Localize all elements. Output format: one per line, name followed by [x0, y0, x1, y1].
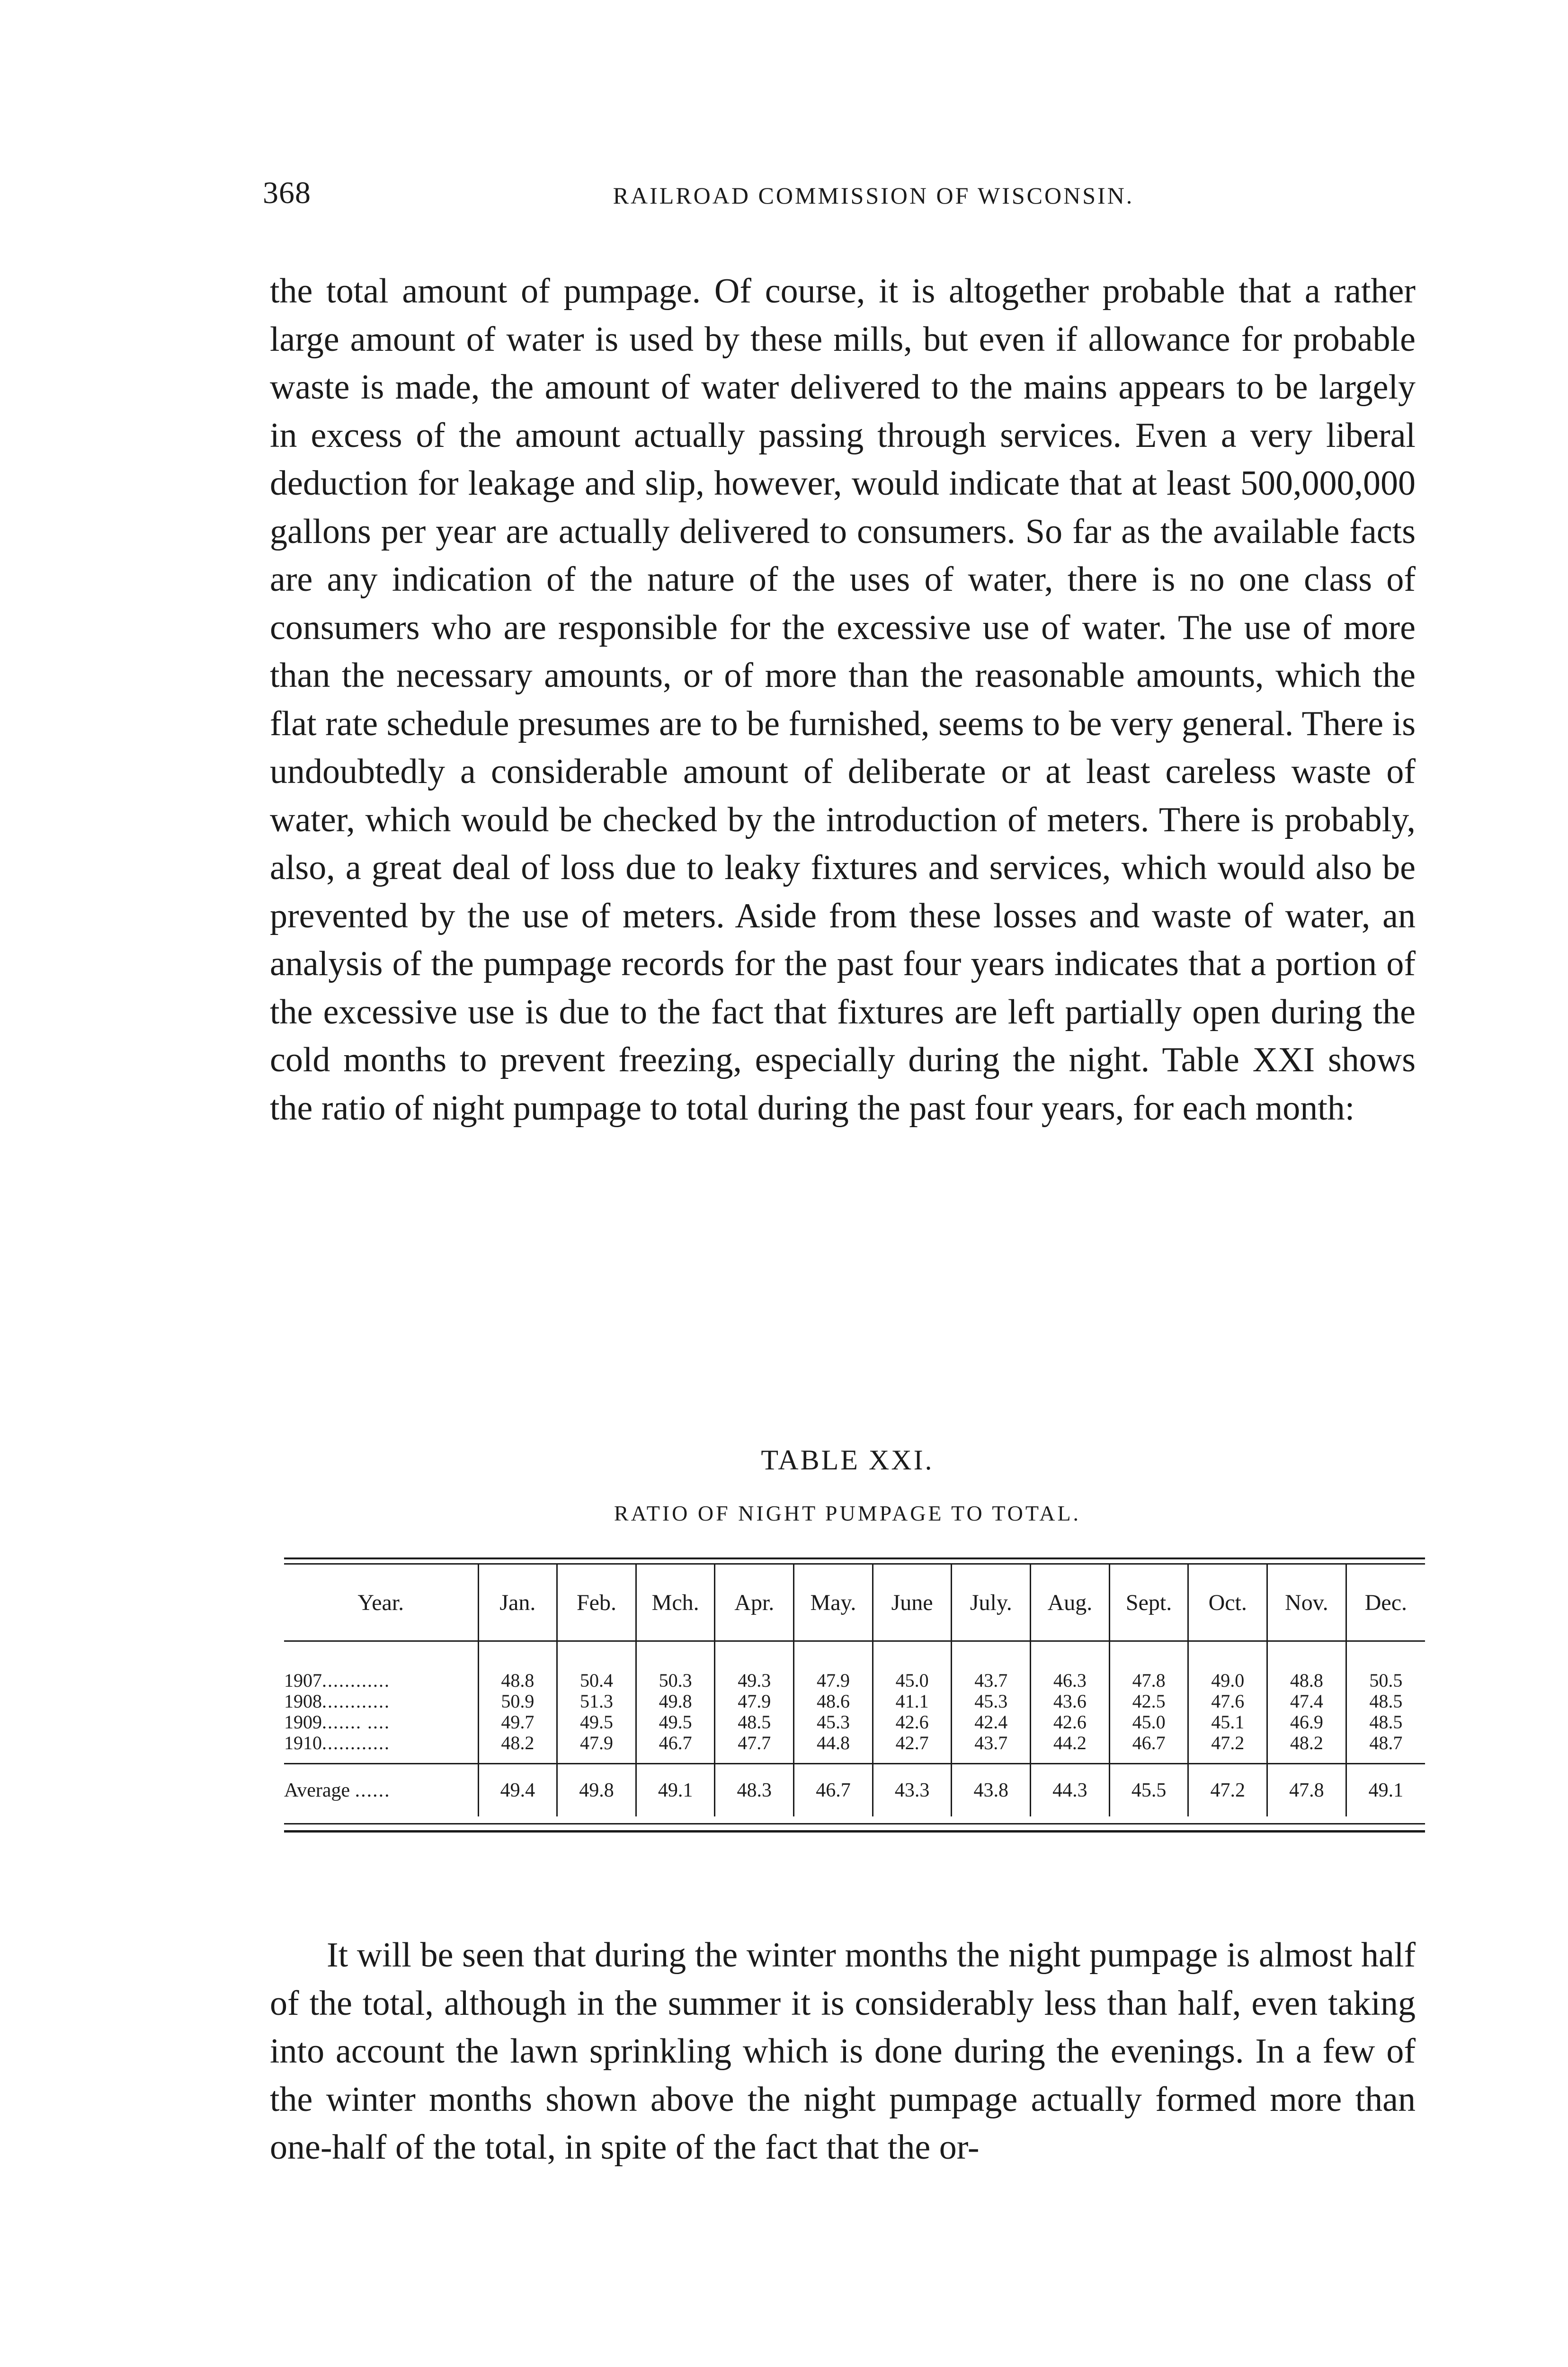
paragraph-2: It will be seen that during the winter months the night pumpage is almost half of the total, although in the summer it is considerably less than half, even taking into account the lawn sprinkling which is done during the evenings. In a few of the winter months shown above the night pumpage actually formed more than one-half of the total, in spite of the fact that the or-	[270, 1936, 1416, 2167]
table-cell: 50.5	[1369, 1670, 1403, 1691]
table-cell: 42.6	[895, 1711, 929, 1733]
table-cell: 48.5	[1369, 1711, 1403, 1733]
table-cell: 43.7	[974, 1670, 1008, 1691]
table-cell: 49.5	[579, 1711, 613, 1733]
year-label-cell	[284, 1670, 478, 1764]
month-values-cell	[1267, 1670, 1346, 1764]
table-cell: 44.2	[1053, 1732, 1087, 1753]
month-values-cell	[478, 1670, 557, 1764]
table-cell: 45.0	[1132, 1711, 1166, 1733]
average-cell: 49.1	[636, 1764, 715, 1817]
table-cell: 49.8	[659, 1691, 692, 1712]
ratio-table	[284, 1565, 1425, 1816]
table-cell: 47.7	[738, 1732, 771, 1753]
table-title: TABLE XXI.	[761, 1444, 934, 1476]
table-cell: 51.3	[579, 1691, 613, 1712]
average-label: Average ......	[284, 1764, 478, 1817]
table-cell: 47.9	[816, 1670, 850, 1691]
month-values-cell	[557, 1670, 636, 1764]
year-label: 1907............	[284, 1670, 390, 1691]
table-cell: 47.8	[1132, 1670, 1166, 1691]
column-header-month: Sept.	[1109, 1565, 1188, 1641]
average-cell: 49.8	[557, 1764, 636, 1817]
average-row	[284, 1764, 1425, 1817]
table-xxi	[284, 1557, 1425, 1833]
table-cell: 42.6	[1053, 1711, 1087, 1733]
average-cell: 46.7	[794, 1764, 873, 1817]
month-values-cell	[636, 1670, 715, 1764]
table-cell: 49.7	[501, 1711, 535, 1733]
average-cell: 49.1	[1346, 1764, 1425, 1817]
table-cell: 50.3	[659, 1670, 692, 1691]
table-cell: 44.8	[816, 1732, 850, 1753]
table-cell: 42.4	[974, 1711, 1008, 1733]
average-cell: 43.8	[952, 1764, 1031, 1817]
table-cell: 42.5	[1132, 1691, 1166, 1712]
month-values-cell	[952, 1670, 1031, 1764]
table-cell: 50.4	[579, 1670, 613, 1691]
table-cell: 45.1	[1211, 1711, 1245, 1733]
table-cell: 49.0	[1211, 1670, 1245, 1691]
average-cell: 48.3	[715, 1764, 794, 1817]
column-header-month: Oct.	[1188, 1565, 1267, 1641]
table-cell: 41.1	[895, 1691, 929, 1712]
table-cell: 47.6	[1211, 1691, 1245, 1712]
month-values-cell	[873, 1670, 952, 1764]
column-header-month: Apr.	[715, 1565, 794, 1641]
average-cell: 43.3	[873, 1764, 952, 1817]
average-cell: 45.5	[1109, 1764, 1188, 1817]
table-cell: 49.3	[738, 1670, 771, 1691]
running-head: RAILROAD COMMISSION OF WISCONSIN.	[613, 182, 1134, 209]
average-cell: 47.2	[1188, 1764, 1267, 1817]
table-cell: 48.7	[1369, 1732, 1403, 1753]
column-header-month: Nov.	[1267, 1565, 1346, 1641]
table-cell: 43.7	[974, 1732, 1008, 1753]
table-bottom-rule	[284, 1823, 1425, 1824]
table-cell: 48.8	[1290, 1670, 1323, 1691]
month-values-cell	[794, 1670, 873, 1764]
table-cell: 45.3	[816, 1711, 850, 1733]
table-spacer-row	[284, 1641, 1425, 1671]
month-values-cell	[715, 1670, 794, 1764]
column-header-month: June	[873, 1565, 952, 1641]
page-header	[263, 175, 1418, 222]
table-cell: 46.3	[1053, 1670, 1087, 1691]
average-cell: 44.3	[1031, 1764, 1110, 1817]
month-values-cell	[1109, 1670, 1188, 1764]
year-values-row	[284, 1670, 1425, 1764]
column-header-month: May.	[794, 1565, 873, 1641]
year-label: 1910............	[284, 1733, 390, 1753]
column-header-month: Aug.	[1031, 1565, 1110, 1641]
table-cell: 48.2	[1290, 1732, 1323, 1753]
table-cell: 48.5	[1369, 1691, 1403, 1712]
table-cell: 47.2	[1211, 1732, 1245, 1753]
year-label: 1909....... ....	[284, 1712, 390, 1733]
column-header-month: Dec.	[1346, 1565, 1425, 1641]
table-cell: 45.0	[895, 1670, 929, 1691]
page-number: 368	[263, 176, 311, 210]
table-cell: 46.7	[659, 1732, 692, 1753]
month-values-cell	[1188, 1670, 1267, 1764]
table-cell: 48.8	[501, 1670, 535, 1691]
paragraph-1: the total amount of pumpage. Of course, it is altogether probable that a rather large amount of water is used by these mills, but even if allowance for probable waste is made, the amount of water delivered to the mains appears to be largely in excess of the amount actually passing through services. Even a very liberal deduction for leakage and slip, however, would indicate that at least 500,000,000 gallons per year are actually delivered to consumers. So far as the available facts are any indication of the nature of the uses of water, there is no one class of consumers who are responsible for the excessive use of water. The use of more than the necessary amounts, or of more than the reasonable amounts, which the flat rate schedule presumes are to be furnished, seems to be very general. There is undoubtedly a considerable amount of deliberate or at least careless waste of water, which would be checked by the introduction of meters. There is probably, also, a great deal of loss due to leaky fixtures and services, which would also be prevented by the use of meters. Aside from these losses and waste of water, an analysis of the pumpage records for the past four years indicates that a portion of the excessive use is due to the fact that fixtures are left partially open during the cold months to prevent freezing, especially during the night. Table XXI shows the ratio of night pumpage to total during the past four years, for each month:	[270, 272, 1416, 1128]
table-header-row	[284, 1565, 1425, 1641]
column-header-month: July.	[952, 1565, 1031, 1641]
table-bottom-rule-2	[284, 1830, 1425, 1833]
table-top-rule	[284, 1557, 1425, 1559]
table-cell: 48.5	[738, 1711, 771, 1733]
table-subtitle: RATIO OF NIGHT PUMPAGE TO TOTAL.	[614, 1501, 1081, 1525]
month-values-cell	[1031, 1670, 1110, 1764]
column-header-month: Jan.	[478, 1565, 557, 1641]
year-label: 1908............	[284, 1691, 390, 1712]
table-cell: 45.3	[974, 1691, 1008, 1712]
average-cell: 49.4	[478, 1764, 557, 1817]
table-cell: 47.9	[579, 1732, 613, 1753]
table-cell: 47.9	[738, 1691, 771, 1712]
table-cell: 42.7	[895, 1732, 929, 1753]
table-cell: 46.9	[1290, 1711, 1323, 1733]
table-cell: 49.5	[659, 1711, 692, 1733]
month-values-cell	[1346, 1670, 1425, 1764]
table-cell: 48.2	[501, 1732, 535, 1753]
column-header-month: Mch.	[636, 1565, 715, 1641]
table-cell: 48.6	[816, 1691, 850, 1712]
table-cell: 43.6	[1053, 1691, 1087, 1712]
table-cell: 50.9	[501, 1691, 535, 1712]
table-cell: 46.7	[1132, 1732, 1166, 1753]
column-header-year: Year.	[284, 1565, 478, 1641]
column-header-month: Feb.	[557, 1565, 636, 1641]
average-cell: 47.8	[1267, 1764, 1346, 1817]
table-cell: 47.4	[1290, 1691, 1323, 1712]
